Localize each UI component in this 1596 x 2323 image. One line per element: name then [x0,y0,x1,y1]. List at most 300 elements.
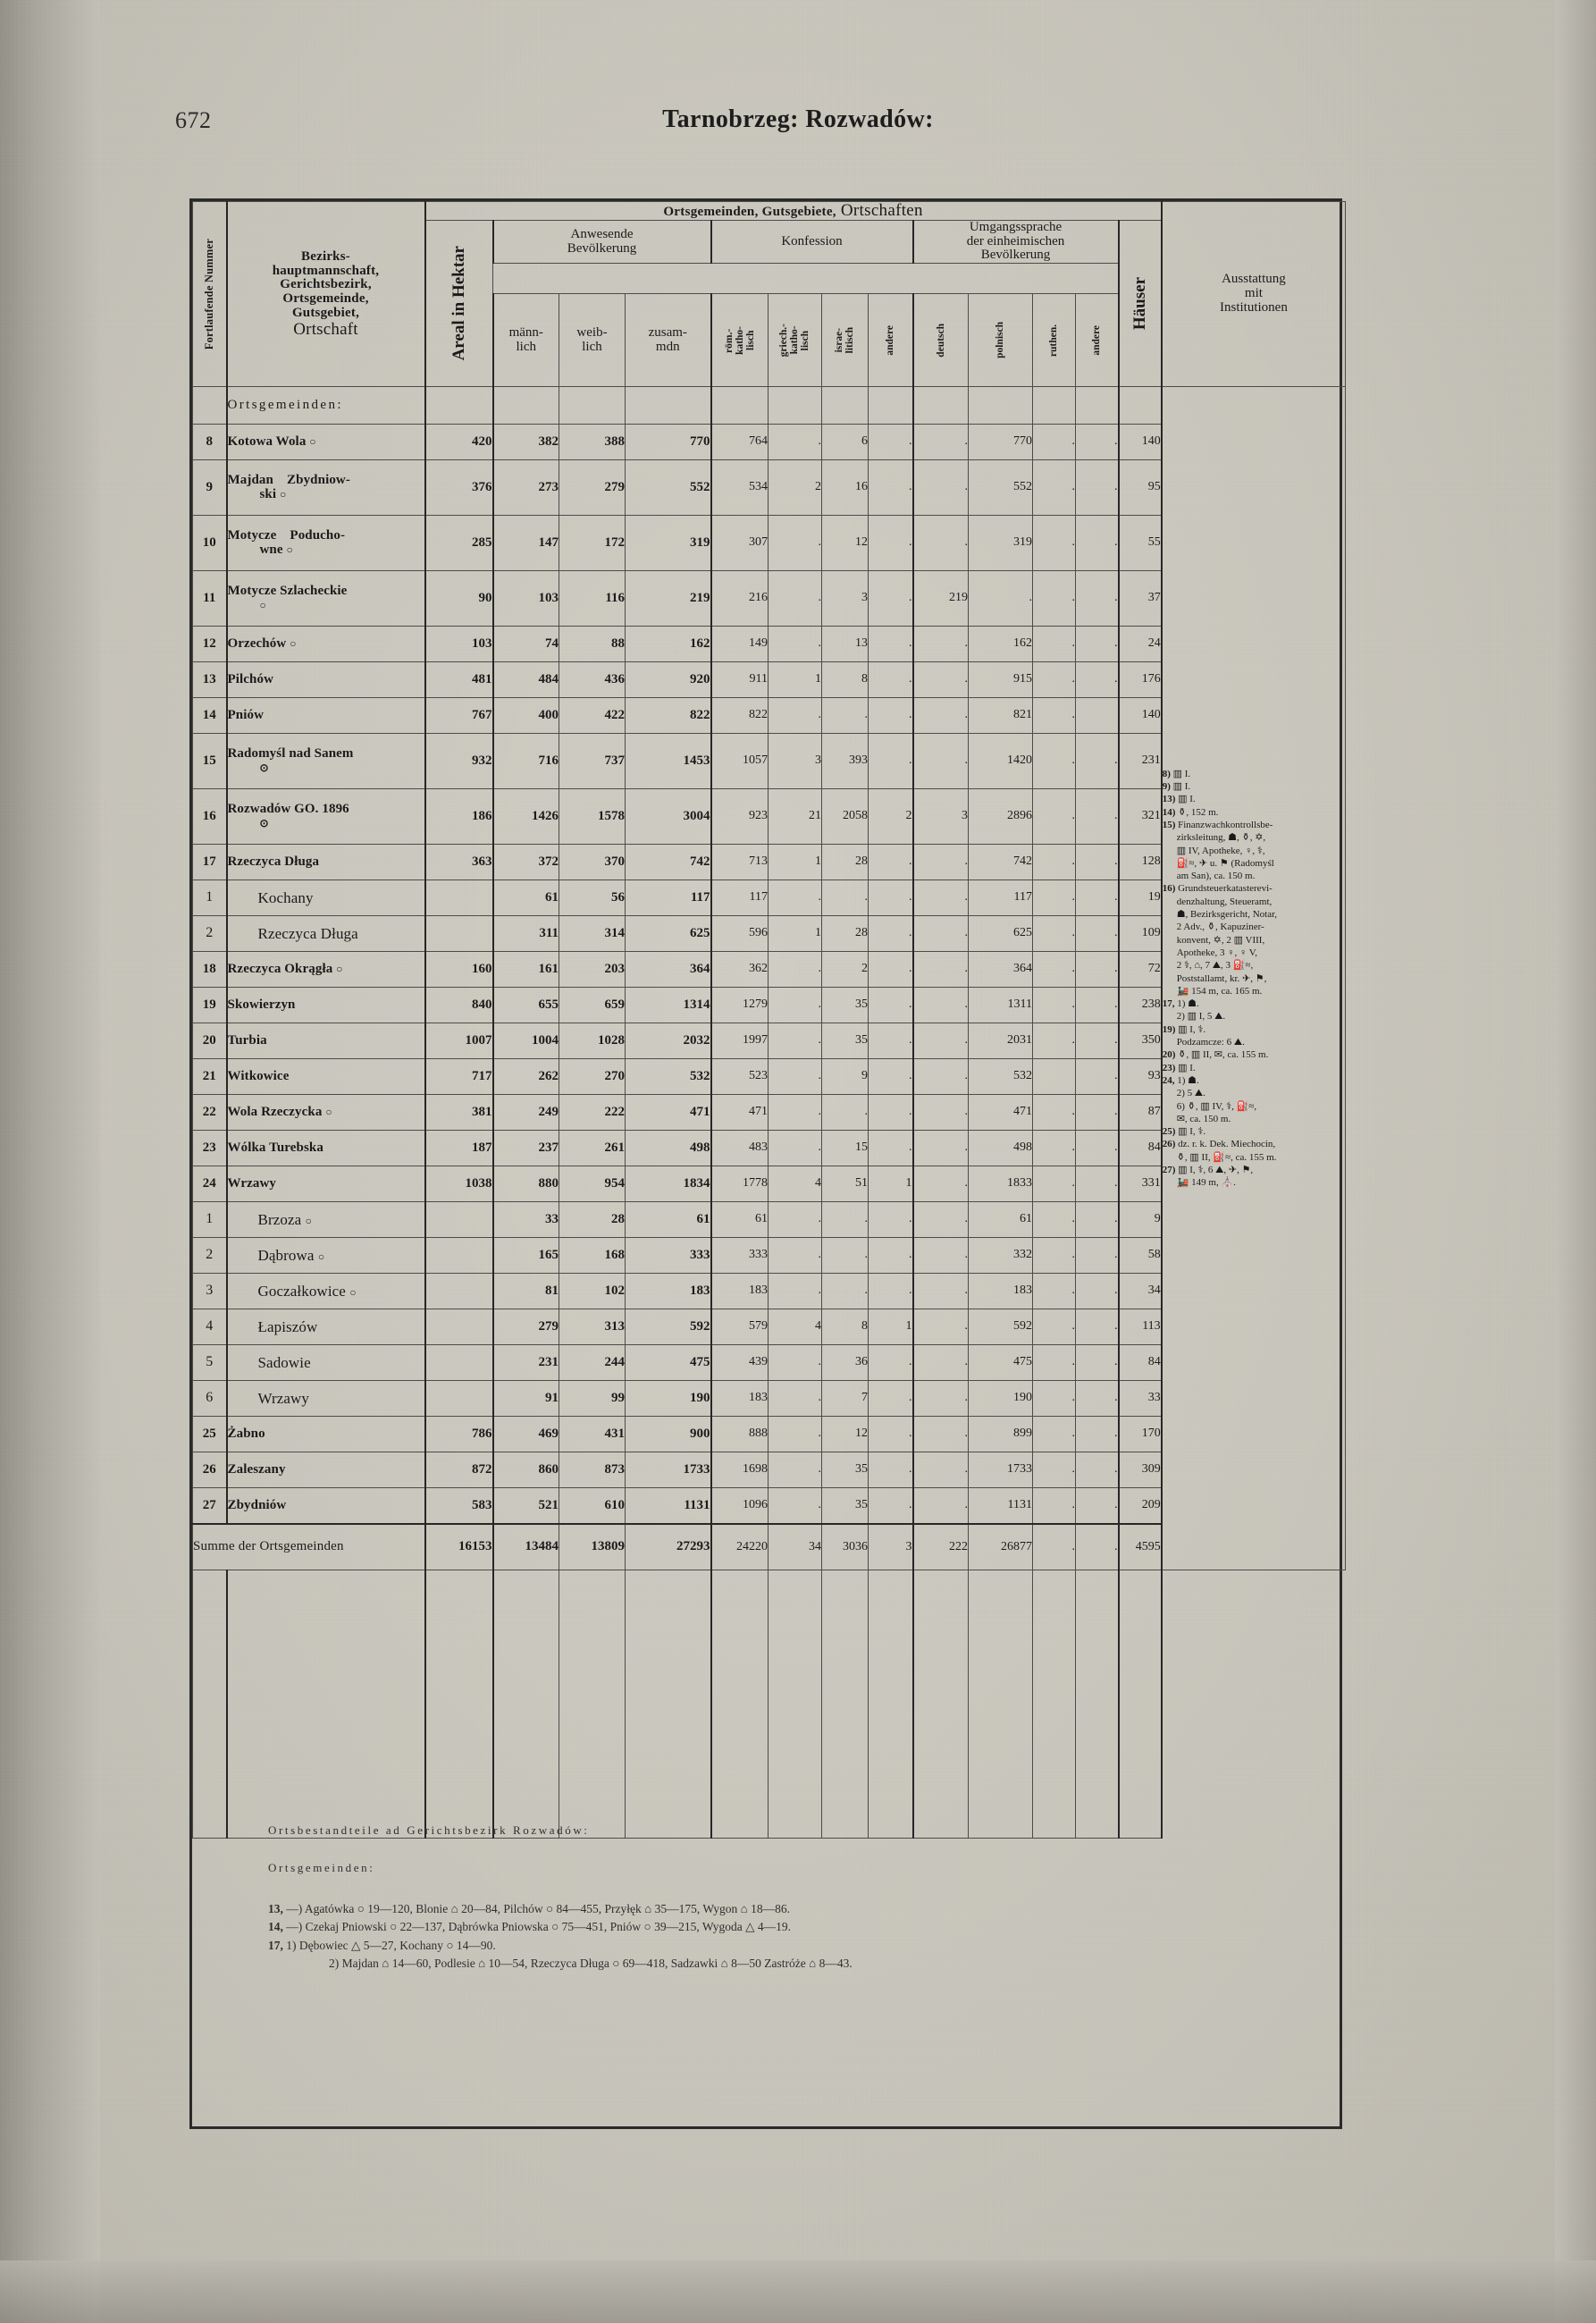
header-ausstattung: Ausstattung mit Institutionen [1162,202,1346,387]
cell-griech-kath: . [769,1452,822,1488]
cell-ruthenisch: . [1033,1417,1076,1452]
cell-ruthenisch: . [1033,571,1076,627]
header-deutsch: deutsch [913,294,969,387]
cell-andere-konfession: . [869,1488,913,1524]
institution-note-cont: 🚂 149 m, ⛪. [1176,1177,1236,1189]
cell-israelitisch: 393 [822,734,869,789]
cell-griech-kath: . [769,571,822,627]
cell-polnisch: 117 [969,880,1033,916]
cell-haeuser: 109 [1119,916,1162,952]
row-name: Skowierzyn [227,988,425,1023]
row-name: Łapiszów [227,1309,425,1345]
institution-note: 13) ▥ I. [1162,794,1196,805]
cell-deutsch: . [913,845,969,880]
cell-ruthenisch: . [1033,1238,1076,1274]
row-name: Wrzawy [227,1381,425,1417]
cell-haeuser: 55 [1119,516,1162,571]
footnote-line: 13, —) Agatówka ○ 19—120, Blonie ⌂ 20—84, Pilchów ○ 84—455, Przyłęk ⌂ 35—175, Wygon ⌂ 18—86. [268,1902,791,1915]
cell-haeuser: 34 [1119,1274,1162,1309]
summary-roem-kath: 24220 [711,1524,769,1570]
cell-weiblich: 436 [559,662,626,698]
cell-maennlich: 1004 [493,1023,559,1059]
institution-note: 16) Grundsteuerkatasterevi- [1162,883,1273,895]
cell-polnisch: 61 [969,1202,1033,1238]
cell-maennlich: 91 [493,1381,559,1417]
cell-griech-kath: . [769,1345,822,1381]
row-name: Goczałkowice ○ [227,1274,425,1309]
cell-deutsch: . [913,1488,969,1524]
header-bezirk-block: Bezirks- hauptmannschaft, Gerichtsbezirk, Ortsgemeinde, Gutsgebiet, Ortschaft [227,202,425,387]
row-index: 20 [193,1023,227,1059]
institution-note-cont: denzhaltung, Steueramt, [1176,896,1273,907]
cell-areal [425,1238,493,1274]
footnote-heading-1: Ortsbestandteile ad Gerichtsbezirk Rozwadów: [268,1823,590,1837]
row-index: 1 [193,1202,227,1238]
cell-deutsch: . [913,1309,969,1345]
cell-haeuser: 209 [1119,1488,1162,1524]
footnote-heading-2: Ortsgemeinden: [268,1861,375,1874]
cell-deutsch: 3 [913,789,969,845]
cell-ruthenisch: . [1033,734,1076,789]
cell-areal: 363 [425,845,493,880]
cell-roem-kath: 923 [711,789,769,845]
cell-maennlich: 81 [493,1274,559,1309]
cell-maennlich: 655 [493,988,559,1023]
cell-griech-kath: 21 [769,789,822,845]
cell-israelitisch: 28 [822,845,869,880]
cell-weiblich: 88 [559,627,626,662]
cell-ruthenisch: . [1033,880,1076,916]
row-index: 12 [193,627,227,662]
row-name: Pniów [227,698,425,734]
header-ruthenisch: ruthen. [1033,294,1076,387]
cell-israelitisch: 8 [822,1309,869,1345]
cell-polnisch: 899 [969,1417,1033,1452]
cell-israelitisch: 35 [822,1452,869,1488]
cell-zusammen: 364 [626,952,711,988]
cell-zusammen: 532 [626,1059,711,1095]
institution-note: 8) ▥ I. [1162,768,1191,779]
cell-maennlich: 279 [493,1309,559,1345]
cell-zusammen: 742 [626,845,711,880]
row-index: 14 [193,698,227,734]
cell-griech-kath: 3 [769,734,822,789]
cell-israelitisch: 28 [822,916,869,952]
summary-israelitisch: 3036 [822,1524,869,1570]
cell-roem-kath: 822 [711,698,769,734]
row-index: 8 [193,425,227,460]
cell-griech-kath: . [769,952,822,988]
cell-andere-sprache: . [1076,571,1119,627]
cell-zusammen: 1834 [626,1166,711,1202]
cell-deutsch: . [913,734,969,789]
cell-andere-konfession: . [869,1345,913,1381]
row-index: 1 [193,880,227,916]
cell-weiblich: 314 [559,916,626,952]
cell-polnisch: 319 [969,516,1033,571]
cell-zusammen: 162 [626,627,711,662]
cell-haeuser: 93 [1119,1059,1162,1095]
cell-zusammen: 822 [626,698,711,734]
cell-andere-sprache: . [1076,916,1119,952]
row-name: Rzeczyca Długa [227,845,425,880]
cell-andere-konfession: 1 [869,1166,913,1202]
cell-maennlich: 103 [493,571,559,627]
row-name: Żabno [227,1417,425,1452]
cell-griech-kath: . [769,698,822,734]
page-edge-right [1555,0,1596,2323]
cell-andere-sprache: . [1076,1131,1119,1166]
row-index: 24 [193,1166,227,1202]
cell-andere-konfession: . [869,1131,913,1166]
row-name: Kochany [227,880,425,916]
cell-israelitisch: . [822,1238,869,1274]
cell-roem-kath: 764 [711,425,769,460]
cell-roem-kath: 523 [711,1059,769,1095]
row-index: 3 [193,1274,227,1309]
cell-andere-sprache: . [1076,952,1119,988]
cell-griech-kath: . [769,988,822,1023]
cell-weiblich: 28 [559,1202,626,1238]
cell-maennlich: 262 [493,1059,559,1095]
cell-roem-kath: 362 [711,952,769,988]
row-name: Motycze Szlacheckie ○ [227,571,425,627]
cell-andere-konfession: . [869,1023,913,1059]
cell-israelitisch: 3 [822,571,869,627]
row-index: 5 [193,1345,227,1381]
cell-ruthenisch: . [1033,1023,1076,1059]
cell-andere-konfession: . [869,988,913,1023]
summary-andere-konfession: 3 [869,1524,913,1570]
table-body [193,387,1346,1839]
row-name: Rzeczyca Okrągła ○ [227,952,425,988]
row-index: 4 [193,1309,227,1345]
row-index: 25 [193,1417,227,1452]
summary-deutsch: 222 [913,1524,969,1570]
header-laufende-nummer: Fortlaufende Nummer [193,202,227,387]
cell-andere-sprache: . [1076,880,1119,916]
row-name: Brzoza ○ [227,1202,425,1238]
cell-roem-kath: 117 [711,880,769,916]
cell-andere-sprache: . [1076,1238,1119,1274]
cell-andere-konfession: . [869,516,913,571]
cell-areal [425,916,493,952]
header-griech-katholisch: griech.- katho- lisch [769,294,822,387]
cell-andere-sprache: . [1076,1381,1119,1417]
cell-maennlich: 521 [493,1488,559,1524]
cell-deutsch: . [913,1202,969,1238]
header-weiblich: weib- lich [559,294,626,387]
row-index: 2 [193,916,227,952]
cell-andere-sprache [1076,698,1119,734]
cell-polnisch: 190 [969,1381,1033,1417]
cell-maennlich: 33 [493,1202,559,1238]
cell-deutsch: . [913,1095,969,1131]
institution-note-cont: Podzamcze: 6 ⛰. [1176,1037,1245,1048]
cell-maennlich: 231 [493,1345,559,1381]
cell-israelitisch: 13 [822,627,869,662]
cell-areal: 583 [425,1488,493,1524]
cell-haeuser: 113 [1119,1309,1162,1345]
row-name: Wola Rzeczycka ○ [227,1095,425,1131]
cell-areal: 767 [425,698,493,734]
cell-haeuser: 170 [1119,1417,1162,1452]
cell-griech-kath: . [769,1417,822,1452]
cell-polnisch: 332 [969,1238,1033,1274]
row-name: Kotowa Wola ○ [227,425,425,460]
cell-griech-kath: . [769,1059,822,1095]
cell-haeuser: 24 [1119,627,1162,662]
institution-note-cont: 2 Adv., ⚱, Kapuziner- [1176,922,1264,933]
cell-andere-konfession: . [869,1417,913,1452]
cell-ruthenisch: . [1033,1202,1076,1238]
header-maennlich: männ- lich [493,294,559,387]
cell-maennlich: 165 [493,1238,559,1274]
cell-areal: 1038 [425,1166,493,1202]
institution-note: 26) dz. r. k. Dek. Miechocin, [1162,1139,1276,1150]
cell-israelitisch: 15 [822,1131,869,1166]
cell-roem-kath: 183 [711,1274,769,1309]
cell-zusammen: 592 [626,1309,711,1345]
cell-weiblich: 203 [559,952,626,988]
cell-ruthenisch: . [1033,698,1076,734]
cell-ruthenisch: . [1033,460,1076,516]
row-index: 11 [193,571,227,627]
institution-note: 14) ⚱, 152 m. [1162,806,1219,818]
summary-label: Summe der Ortsgemeinden [193,1524,425,1570]
row-index: 23 [193,1131,227,1166]
cell-polnisch: 552 [969,460,1033,516]
institution-note-cont: 6) ⚱, ▥ IV, ⚕, ⛽≈, [1176,1100,1257,1112]
cell-haeuser: 87 [1119,1095,1162,1131]
cell-areal: 420 [425,425,493,460]
cell-areal: 481 [425,662,493,698]
summary-ruthenisch: . [1033,1524,1076,1570]
cell-deutsch: . [913,516,969,571]
cell-maennlich: 880 [493,1166,559,1202]
cell-haeuser: 321 [1119,789,1162,845]
cell-andere-konfession: . [869,880,913,916]
cell-deutsch: . [913,460,969,516]
cell-weiblich: 1578 [559,789,626,845]
cell-haeuser: 238 [1119,988,1162,1023]
cell-andere-konfession: . [869,1059,913,1095]
row-index: 6 [193,1381,227,1417]
cell-roem-kath: 183 [711,1381,769,1417]
cell-roem-kath: 911 [711,662,769,698]
cell-maennlich: 74 [493,627,559,662]
institution-note-cont: zirksleitung, ☗, ⚱, ✡, [1176,832,1266,844]
cell-andere-sprache: . [1076,1345,1119,1381]
cell-andere-konfession: . [869,571,913,627]
cell-andere-sprache: . [1076,662,1119,698]
row-index: 18 [193,952,227,988]
cell-griech-kath: . [769,1274,822,1309]
cell-israelitisch: 35 [822,988,869,1023]
cell-israelitisch: . [822,698,869,734]
institution-note-cont: 2) ▥ I, 5 ⛰. [1176,1011,1226,1023]
cell-haeuser: 231 [1119,734,1162,789]
cell-haeuser: 176 [1119,662,1162,698]
cell-areal: 786 [425,1417,493,1452]
cell-polnisch: 1833 [969,1166,1033,1202]
cell-andere-sprache: . [1076,1059,1119,1095]
summary-maennlich: 13484 [493,1524,559,1570]
cell-areal: 840 [425,988,493,1023]
header-roem-katholisch: röm.- katho- lisch [711,294,769,387]
footnote-block [268,1823,1340,1973]
cell-weiblich: 270 [559,1059,626,1095]
row-name: Zbydniów [227,1488,425,1524]
cell-weiblich: 222 [559,1095,626,1131]
cell-deutsch: . [913,1059,969,1095]
institution-note: 17, 1) ☗. [1162,998,1199,1010]
cell-roem-kath: 596 [711,916,769,952]
cell-andere-sprache: . [1076,1309,1119,1345]
header-zusammen: zusam- mdn [626,294,711,387]
cell-areal: 1007 [425,1023,493,1059]
cell-ruthenisch: . [1033,988,1076,1023]
cell-zusammen: 770 [626,425,711,460]
summary-haeuser: 4595 [1119,1524,1162,1570]
row-name: Zaleszany [227,1452,425,1488]
cell-andere-sprache: . [1076,425,1119,460]
cell-areal: 90 [425,571,493,627]
footnote-line: 17, 1) Dębowiec △ 5—27, Kochany ○ 14—90. [268,1938,496,1952]
row-index: 26 [193,1452,227,1488]
cell-israelitisch: 35 [822,1488,869,1524]
cell-zusammen: 219 [626,571,711,627]
row-name: Majdan Zbydniow- ski ○ [227,460,425,516]
row-name: Radomyśl nad Sanem ⊙ [227,734,425,789]
cell-polnisch: 364 [969,952,1033,988]
cell-maennlich: 716 [493,734,559,789]
row-index: 10 [193,516,227,571]
cell-roem-kath: 1698 [711,1452,769,1488]
institution-note-cont: Poststallamt, kr. ✈, ⚑, [1176,972,1267,984]
row-name: Motycze Poducho- wne ○ [227,516,425,571]
cell-haeuser: 140 [1119,698,1162,734]
institution-note-cont: ✉, ca. 150 m. [1176,1113,1231,1124]
cell-maennlich: 860 [493,1452,559,1488]
cell-andere-sprache: . [1076,988,1119,1023]
cell-israelitisch: 8 [822,662,869,698]
cell-andere-konfession: . [869,460,913,516]
cell-roem-kath: 579 [711,1309,769,1345]
cell-israelitisch: 6 [822,425,869,460]
cell-deutsch: . [913,916,969,952]
cell-areal [425,880,493,916]
cell-deutsch: . [913,952,969,988]
cell-ruthenisch: . [1033,662,1076,698]
cell-roem-kath: 888 [711,1417,769,1452]
header-polnisch: polnisch [969,294,1033,387]
cell-deutsch: . [913,698,969,734]
cell-weiblich: 388 [559,425,626,460]
cell-polnisch: 625 [969,916,1033,952]
row-index: 22 [193,1095,227,1131]
cell-weiblich: 737 [559,734,626,789]
summary-areal: 16153 [425,1524,493,1570]
cell-roem-kath: 216 [711,571,769,627]
cell-maennlich: 249 [493,1095,559,1131]
cell-israelitisch: . [822,880,869,916]
cell-roem-kath: 439 [711,1345,769,1381]
cell-andere-sprache: . [1076,1417,1119,1452]
cell-maennlich: 400 [493,698,559,734]
cell-andere-konfession: . [869,698,913,734]
cell-ruthenisch: . [1033,1309,1076,1345]
cell-andere-konfession: . [869,662,913,698]
cell-roem-kath: 1096 [711,1488,769,1524]
cell-polnisch: 821 [969,698,1033,734]
cell-polnisch: 1131 [969,1488,1033,1524]
cell-maennlich: 161 [493,952,559,988]
summary-weiblich: 13809 [559,1524,626,1570]
cell-haeuser: 37 [1119,571,1162,627]
cell-haeuser: 309 [1119,1452,1162,1488]
cell-griech-kath: . [769,1238,822,1274]
cell-griech-kath: . [769,1095,822,1131]
cell-zusammen: 2032 [626,1023,711,1059]
institution-note-cont: ⚱, ▥ II, ⛽≈, ca. 155 m. [1176,1151,1277,1163]
cell-griech-kath: 4 [769,1166,822,1202]
cell-ruthenisch: . [1033,1381,1076,1417]
cell-maennlich: 147 [493,516,559,571]
cell-israelitisch: 35 [822,1023,869,1059]
cell-israelitisch: 12 [822,1417,869,1452]
cell-zusammen: 498 [626,1131,711,1166]
cell-andere-konfession: . [869,425,913,460]
cell-weiblich: 261 [559,1131,626,1166]
cell-deutsch: . [913,988,969,1023]
cell-maennlich: 469 [493,1417,559,1452]
cell-deutsch: . [913,1274,969,1309]
cell-andere-sprache: . [1076,1452,1119,1488]
cell-deutsch: . [913,1166,969,1202]
cell-roem-kath: 483 [711,1131,769,1166]
cell-griech-kath: 1 [769,845,822,880]
cell-israelitisch: . [822,1095,869,1131]
header-haeuser: Häuser [1119,220,1162,386]
institution-note-cont: 2) 5 ⛰. [1176,1088,1205,1099]
cell-ruthenisch: . [1033,1131,1076,1166]
row-index: 19 [193,988,227,1023]
cell-haeuser: 84 [1119,1131,1162,1166]
section-label: Ortsgemeinden: [227,387,425,425]
cell-weiblich: 422 [559,698,626,734]
table-header [193,202,1346,387]
cell-andere-konfession: . [869,1238,913,1274]
cell-deutsch: . [913,1238,969,1274]
cell-israelitisch: . [822,1202,869,1238]
cell-weiblich: 873 [559,1452,626,1488]
cell-israelitisch: 9 [822,1059,869,1095]
cell-weiblich: 99 [559,1381,626,1417]
header-konfession: Konfession [711,220,913,263]
cell-areal: 187 [425,1131,493,1166]
cell-ruthenisch: . [1033,516,1076,571]
cell-polnisch: 1420 [969,734,1033,789]
cell-andere-sprache: . [1076,1274,1119,1309]
cell-areal: 872 [425,1452,493,1488]
cell-haeuser: 9 [1119,1202,1162,1238]
institution-note: 15) Finanzwachkontrollsbe- [1162,819,1273,830]
cell-polnisch: 2031 [969,1023,1033,1059]
footnote-line: 2) Majdan ⌂ 14—60, Podlesie ⌂ 10—54, Rzeczyca Długa ○ 69—418, Sadzawki ⌂ 8—50 Zastróże ⌂ 8—43. [329,1956,853,1970]
cell-israelitisch: 16 [822,460,869,516]
cell-griech-kath: 2 [769,460,822,516]
